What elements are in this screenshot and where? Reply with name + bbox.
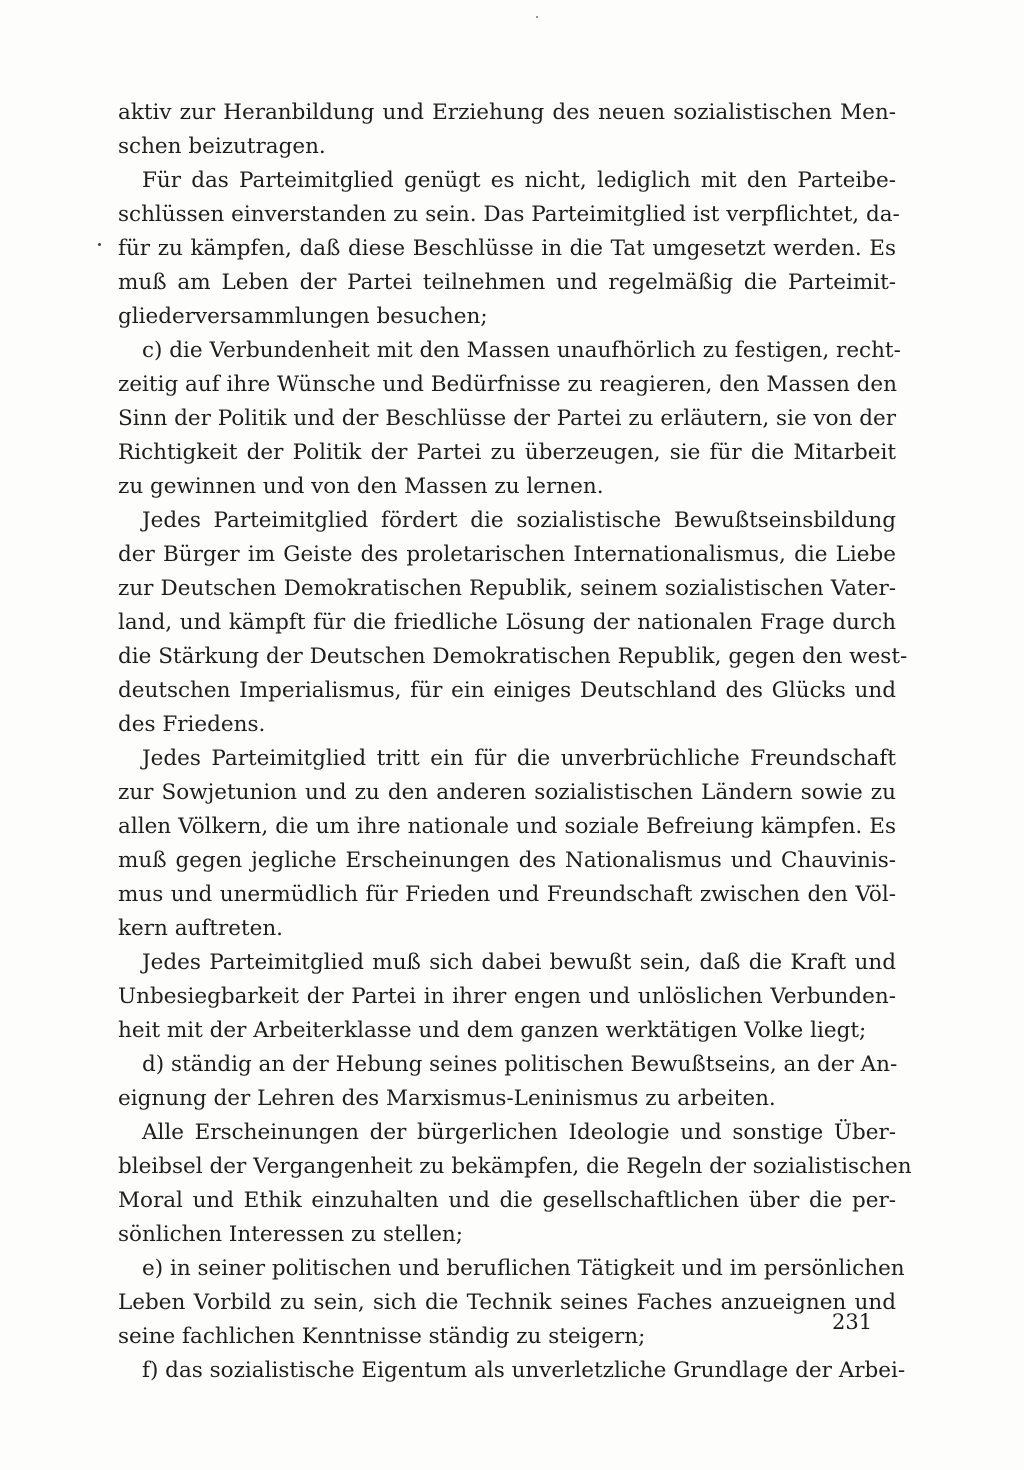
text-line: muß am Leben der Partei teilnehmen und regelmäßig die Parteimit- [118,270,896,295]
text-line: Unbesiegbarkeit der Partei in ihrer engen und unlöslichen Verbunden- [118,984,896,1009]
text-line: eignung der Lehren des Marxismus-Leninismus zu arbeiten. [118,1086,776,1111]
text-line: e) in seiner politischen und beruflichen Tätigkeit und im persönlichen [142,1256,905,1281]
paragraph [118,742,896,946]
body-text [118,96,912,1388]
text-line: schlüssen einverstanden zu sein. Das Parteimitglied ist verpflichtet, da- [118,202,900,227]
text-line: der Bürger im Geiste des proletarischen Internationalismus, die Liebe [118,542,896,567]
text-line: gliederversammlungen besuchen; [118,304,488,329]
text-line: c) die Verbundenheit mit den Massen unaufhörlich zu festigen, recht- [142,338,901,363]
text-line: Alle Erscheinungen der bürgerlichen Ideologie und sonstige Über- [142,1120,896,1145]
paragraph [118,164,900,334]
text-line: d) ständig an der Hebung seines politischen Bewußtseins, an der An- [142,1052,898,1077]
text-line: mus und unermüdlich für Frieden und Freundschaft zwischen den Völ- [118,882,896,907]
text-line: kern auftreten. [118,916,284,941]
text-line: Jedes Parteimitglied muß sich dabei bewußt sein, daß die Kraft und [142,950,896,975]
text-line: land, und kämpft für die friedliche Lösung der nationalen Frage durch [118,610,896,635]
page-number: 231 [832,1310,873,1334]
scan-speck [536,16,538,18]
text-line: Richtigkeit der Politik der Partei zu überzeugen, sie für die Mitarbeit [118,440,896,465]
text-line: allen Völkern, die um ihre nationale und soziale Befreiung kämpfen. Es [118,814,896,839]
text-line: zu gewinnen und von den Massen zu lernen. [118,474,604,499]
text-line: die Stärkung der Deutschen Demokratischen Republik, gegen den west- [118,644,908,669]
text-line: zur Deutschen Demokratischen Republik, seinem sozialistischen Vater- [118,576,896,601]
margin-mark [98,243,101,246]
paragraph [118,946,896,1048]
text-line: für zu kämpfen, daß diese Beschlüsse in die Tat umgesetzt werden. Es [118,236,896,261]
paragraph [118,1354,906,1388]
text-line: Sinn der Politik und der Beschlüsse der Partei zu erläutern, sie von der [118,406,897,431]
text-line: des Friedens. [118,712,266,737]
paragraph [118,1048,896,1116]
text-line: Moral und Ethik einzuhalten und die gesellschaftlichen über die per- [118,1188,896,1213]
text-line: zeitig auf ihre Wünsche und Bedürfnisse zu reagieren, den Massen den [118,372,897,397]
text-line: Leben Vorbild zu sein, sich die Technik seines Faches anzueignen und [118,1290,896,1315]
text-line: bleibsel der Vergangenheit zu bekämpfen, die Regeln der sozialistischen [118,1154,912,1179]
text-line: Jedes Parteimitglied fördert die sozialistische Bewußtseinsbildung [142,508,896,533]
text-line: heit mit der Arbeiterklasse und dem ganzen werktätigen Volke liegt; [118,1018,867,1043]
text-line: deutschen Imperialismus, für ein einiges Deutschland des Glücks und [118,678,896,703]
text-line: aktiv zur Heranbildung und Erziehung des neuen sozialistischen Men- [118,100,896,125]
text-line: sönlichen Interessen zu stellen; [118,1222,464,1247]
text-line: Jedes Parteimitglied tritt ein für die unverbrüchliche Freundschaft [142,746,896,771]
text-line: muß gegen jegliche Erscheinungen des Nationalismus und Chauvinis- [118,848,896,873]
text-line: f) das sozialistische Eigentum als unverletzliche Grundlage der Arbei- [142,1358,906,1383]
paragraph [118,1116,912,1252]
paragraph [118,1252,905,1354]
paragraph [118,96,896,164]
paragraph [118,334,901,504]
text-line: seine fachlichen Kenntnisse ständig zu steigern; [118,1324,646,1349]
text-line: Für das Parteimitglied genügt es nicht, lediglich mit den Parteibe- [142,168,896,193]
text-line: schen beizutragen. [118,134,326,159]
text-line: zur Sowjetunion und zu den anderen sozialistischen Ländern sowie zu [118,780,896,805]
paragraph [118,504,908,742]
